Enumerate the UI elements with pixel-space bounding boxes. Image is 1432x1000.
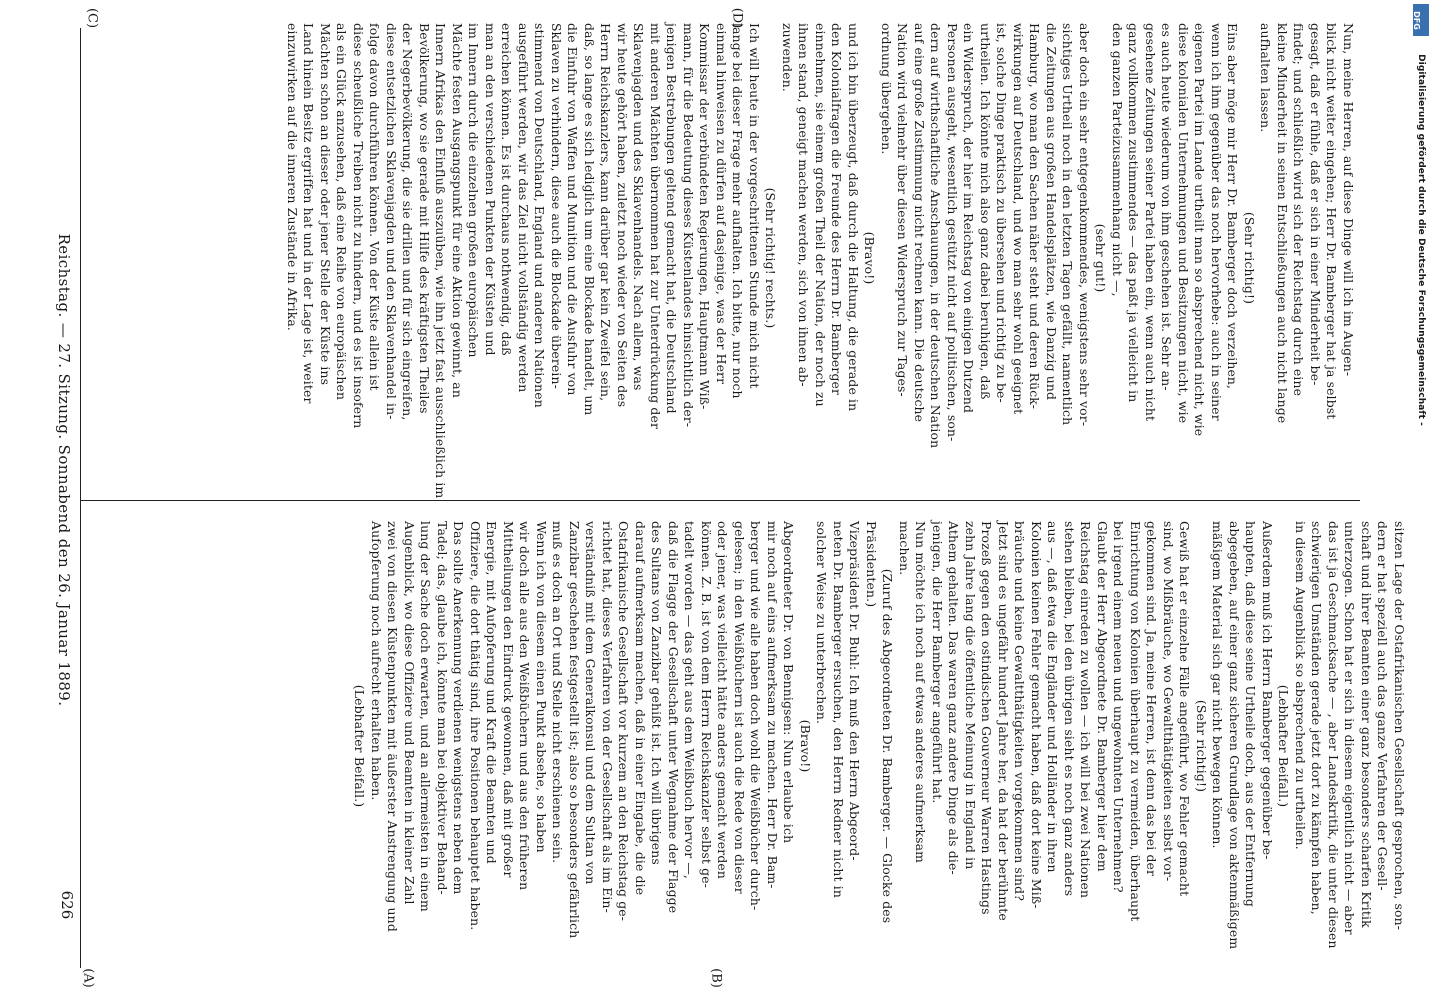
right-column-line: Hamburg, wo man den Sachen näher steht und deren Rück- — [1027, 23, 1043, 410]
right-column-line: gesehene Zeitungen seiner Partei haben ein, wenn auch nicht — [1143, 23, 1158, 422]
right-column-line: mann, für die Bedeutung dieses Küstenlandes hinsichtlich der- — [681, 23, 696, 428]
margin-marker-d: (D) — [729, 7, 745, 29]
right-column-line: wenn ich ihm gegenüber das noch hervorhebe: auch in seiner — [1209, 23, 1224, 421]
left-column-line: in diesem Augenblick so absprechend zu urtheilen. — [1293, 521, 1308, 850]
right-column-line: Sklavenjagden und des Sklavenhandels. Nach allem, was — [631, 23, 647, 391]
right-column-line: blick nicht weiter eingehen; Herr Dr. Bamberger hat ja selbst — [1324, 23, 1340, 420]
right-column-line: ein Widerspruch, der hier im Reichstag von einigen Dutzend — [961, 23, 977, 414]
left-column-line: können. Z. B. ist von dem Herrn Reichskanzler selbst ge- — [699, 521, 714, 889]
right-column-line: ist, solche Dinge praktisch zu übersehen und richtig zu be- — [994, 23, 1010, 403]
column-right — [76, 23, 1356, 499]
left-column-line: des Sultans von Zanzibar gehißt ist. Ich will übrigens — [649, 521, 665, 865]
right-column-line: Nun, meine Herren, auf diese Dinge will ich im Augen- — [1341, 23, 1356, 377]
left-column-line: bräuche und keine Gewaltthätigkeiten vorgekommen sind? — [1012, 521, 1028, 902]
left-column-line: Ostafrikanische Gesellschaft vor kurzem an den Reichstag ge- — [616, 521, 632, 922]
right-column-line: im Innern durch die einzelnen großen europäischen — [466, 23, 482, 358]
left-column-line: (Zuruf des Abgeordneten Dr. Bamberger. — Glocke des — [880, 568, 896, 924]
right-column-line: eigenen Partei im Lande urtheilt man so absprechend nicht, wie — [1192, 23, 1208, 437]
right-column-line: die Einfuhr von Waffen und Munition und die Ausfuhr von — [565, 23, 581, 396]
right-column-line: einzuwirken auf die inneren Zustände in Afrika. — [285, 23, 300, 331]
right-column-line: und ich bin überzeugt, daß durch die Haltung, die gerade in — [846, 23, 861, 412]
left-column-line: dern er hat speziell auch das ganze Verfahren der Gesell- — [1375, 521, 1391, 891]
right-column-line: mit anderen Mächten übernommen hat zur Unterdrückung der — [648, 23, 663, 430]
dfg-logo-text: DFG — [1411, 11, 1421, 30]
right-column-line: Eins aber möge mir Herr Dr. Bamberger doch verzeihen, — [1225, 23, 1241, 390]
right-column-line: urtheilen. Ich könnte mich also ganz dabei beruhigen, daß — [978, 23, 993, 400]
left-column-line: schwierigen Umständen gerade jetzt dort zu kämpfen haben, — [1309, 521, 1325, 915]
right-column-line: ganz vollkommen zustimmendes — das paßt ja vielleicht in — [1126, 23, 1142, 403]
right-column-line: auf eine große Zustimmung nicht rechnen kann. Die deutsche — [912, 23, 927, 423]
right-column-line: diese scheußliche Treiben nicht zu hindern, und es ist insofern — [351, 23, 366, 429]
right-column-line: (Bravo!) — [862, 231, 878, 285]
right-column-line: Land hinein Besitz ergriffen hat und in der Lage ist, weiter — [301, 23, 317, 404]
right-column-line: den Kolonialfragen die Freunde des Herrn Dr. Bamberger — [829, 23, 845, 396]
left-column-line: Tadel; das, glaube ich, könnte man bei objektiver Behand- — [435, 521, 450, 895]
right-column-line: Kommissar der verbündeten Regierungen, Hauptmann Wiß- — [697, 23, 713, 410]
right-column-line: lange bei dieser Frage mehr aufhalten. Ich bitte, nur noch — [730, 23, 746, 399]
left-column-line: neten Dr. Bamberger ersuchen, den Herrn Redner nicht in — [831, 521, 846, 899]
left-column-line: stehen bleiben, bei den übrigen sieht es noch ganz anders — [1062, 521, 1077, 897]
right-column-line: einmal hinweisen zu dürfen auf dasjenige, was der Herr — [714, 23, 729, 385]
right-column-line: erreichen können. Es ist durchaus nothwendig, daß — [499, 23, 515, 356]
left-column-line: aus —, daß etwa die Engländer und Holländer in ihren — [1045, 521, 1061, 873]
left-column-line: sitzen Lage der Ostafrikanischen Gesellschaft gesprochen, son- — [1392, 521, 1407, 931]
right-column-line: wirkungen auf Deutschland, und wo man sehr wohl geeignet — [1011, 23, 1026, 415]
left-column-line: muß es doch an Ort und Stelle nicht erschienen sein. — [550, 521, 566, 864]
left-column-line: mäßigem Material sich gar nicht bewegen können. — [1210, 521, 1226, 849]
right-column-line: den ganzen Parteizusammenhang nicht —, — [1110, 23, 1125, 297]
right-column-line: Herrn Reichskanzlers, kann darüber gar kein Zweifel sein, — [598, 23, 614, 402]
left-column-line: verständniß mit dem Generalkonsul und dem Sultan von — [583, 521, 599, 885]
margin-marker-b: (B) — [708, 968, 724, 988]
left-column-line: Augenblick, wo diese Offiziere und Beamten in kleiner Zahl — [402, 521, 417, 905]
right-column-line: (Sehr richtig! rechts.) — [763, 187, 779, 329]
right-column-line: Mächten schon an dieser oder jener Stelle der Küste ins — [318, 23, 333, 386]
left-column-line: jenigen, die Herr Bamberger angeführt hat. — [930, 521, 945, 804]
left-column-line: Kolonien keinen Fehler gemacht haben, daß dort keine Miß- — [1029, 521, 1044, 909]
left-column-line: (Bravo!) — [798, 719, 813, 773]
right-column-line: als ein Glück anzusehen, daß eine Reihe von europäischen — [334, 23, 350, 401]
left-column-line: oder jener, was vielleicht hätte anders gemacht werden — [715, 521, 731, 880]
margin-marker-a: (A) — [80, 968, 96, 988]
right-column-line: sichtiges Urtheil noch in den letzten Tagen gefällt, namentlich — [1060, 23, 1076, 426]
left-column-line: Einrichtung von Kolonien überhaupt zu vermeiden, überhaupt — [1128, 521, 1143, 922]
left-column-line: zwei von diesen Küstenpunkten mit äußerster Anstrengung und — [385, 521, 401, 932]
left-column-line: gekommen sind. Ja, meine Herren, ist denn das bei der — [1144, 521, 1160, 877]
right-column-line: daß, so lange es sich lediglich um eine Blockade handelt, um — [582, 23, 597, 416]
digitization-credit: Digitalisierung gefördert durch die Deutsche Forschungsgemeinschaft - — [1416, 54, 1426, 426]
right-column-line: ausgeführt werden, wir das Ziel nicht vollständig werden — [516, 23, 531, 393]
left-column-line: solcher Weise zu unterbrechen. — [814, 521, 830, 725]
right-column-line: Mächte festen Ausgangspunkt für eine Aktion gewinnt, an — [450, 23, 465, 398]
left-column-line: Athem gehalten. Das waren ganz andere Dinge als die- — [946, 521, 962, 875]
right-column-line: folge davon durchführen können. Von der Küste allein ist — [367, 23, 383, 391]
left-column-line: Mittheilungen den Eindruck gewonnen, daß mit großer — [501, 521, 516, 878]
left-column-line: mir noch auf eins aufmerksam zu machen. Herr Dr. Bam- — [765, 521, 780, 889]
left-column-line: wir doch alle aus den Weißbüchern und aus den früheren — [517, 521, 533, 891]
left-column-line: darauf aufmerksam machen, daß in einer Eingabe, die die — [633, 521, 648, 896]
left-column-line: Prozeß gegen den ostindischen Gouverneur Warren Hastings — [979, 521, 995, 915]
right-column-line: gesagt, daß er fühle, daß er sich in einer Minderheit be- — [1308, 23, 1323, 386]
right-column-line: Ich will heute in der vorgeschrittenen Stunde mich nicht — [747, 23, 762, 389]
left-column-line: (Lebhafter Beifall.) — [352, 684, 368, 808]
right-column-line: es auch heute wiederum von ihm geschehen ist. Sehr an- — [1159, 23, 1175, 391]
page-number: 626 — [58, 890, 76, 920]
left-column-line: gelesen; in den Weißbüchern ist auch die Rede von dieser — [732, 521, 747, 894]
left-column-line: schaft und ihrer Beamten einer ganz besonders scharfen Kritik — [1359, 521, 1374, 928]
left-column-line: unterzogen. Schon hat er sich in diesem eigentlich nicht — aber — [1342, 521, 1358, 935]
left-column-line: zehn Jahre lang die öffentliche Meinung in England in — [963, 521, 978, 870]
right-column-line: aufhalten lassen. — [1258, 23, 1274, 133]
left-column-line: berger und wie alle haben doch wohl die Weißbücher durch- — [748, 521, 764, 911]
right-column-line: ihnen stand, geneigt machen werden, sich von ihnen ab- — [796, 23, 812, 387]
right-column-line: Bevölkerung, wo sie gerade mit Hilfe des kräftigsten Theiles — [417, 23, 432, 414]
left-column-line: Präsidenten.) — [864, 521, 879, 608]
right-column-line: Nation wird vielmehr über diesen Widerspruch zur Tages- — [895, 23, 911, 397]
right-column-line: ordnung übergehen. — [879, 23, 894, 155]
right-column-line: findet; und schließlich wird sich der Reichstag durch eine — [1291, 23, 1307, 397]
right-column-line: aber doch ein sehr entgegenkommendes, wenigstens sehr vor- — [1077, 23, 1092, 427]
left-column-line: abgegeben, auf einer ganz sicheren Grundlage von aktenmäßigem — [1227, 521, 1242, 950]
right-column-line: kleine Minderheit in seinen Entschließungen auch nicht lange — [1275, 23, 1290, 424]
left-column-line: daß die Flagge der Gesellschaft unter Wegnahme der Flagge — [666, 521, 681, 914]
right-column-line: (Sehr richtig!) — [1242, 211, 1257, 305]
left-column-line: Abgeordneter Dr. von Bennigsen: Nun erlaube ich — [781, 521, 797, 844]
running-header: Reichstag. — 27. Sitzung. Sonnabend den 26. Januar 1889. — [55, 233, 73, 707]
right-column-line: diese kolonialen Unternehmungen und Besitzungen nicht, wie — [1176, 23, 1191, 424]
left-column-line: Wenn ich von diesem einen Punkt absehe, so haben — [534, 521, 549, 853]
right-column-line: dern auf wirthschaftliche Anschauungen, in der deutschen Nation — [928, 23, 944, 449]
left-column-line: Nun möchte ich noch auf etwas anderes aufmerksam — [913, 521, 929, 864]
right-column-line: die Zeitungen aus großen Handelsplätzen, wie Danzig und — [1044, 23, 1059, 401]
left-column-line: Gewiß hat er einzelne Fälle angeführt, wo Fehler gemacht — [1177, 521, 1193, 897]
left-column-line: Zanzibar geschehen festgestellt ist; also so besonders gefährlich — [567, 521, 582, 939]
left-column-line: richtet hat, dieses Verfahren von der Gesellschaft als im Ein- — [600, 521, 615, 913]
left-column-line: machen. — [897, 521, 912, 576]
left-column-line: das ist ja Geschmacksache — , aber Landeskritik, die unter diesen — [1326, 521, 1341, 949]
left-column-line: Glaubt der Herr Abgeordnete Dr. Bamberger hier dem — [1095, 521, 1110, 872]
right-column-line: (sehr gut!) — [1093, 223, 1109, 293]
right-column-line: wir heute gehört haben, zuletzt noch wieder von Seiten des — [615, 23, 630, 408]
left-column-line: Aufopferung noch aufrecht erhalten haben. — [369, 521, 384, 801]
right-column-line: Innern Afrikas den Einfluß auszuüben, wie ihn jetzt fast ausschließlich im — [433, 23, 449, 499]
left-column-line: sind, wo Mißbräuche, wo Gewaltthätigkeiten selbst vor- — [1161, 521, 1176, 882]
left-column-line: haupten, daß diese seine Urtheile doch, aus der Entfernung — [1243, 521, 1259, 907]
left-column-line: Offiziere, die dort thätig sind, ihre Positionen behauptet haben. — [468, 521, 483, 931]
left-column-line: tadelt worden — das geht aus dem Weißbuch hervor —, — [682, 521, 698, 880]
left-column-line: Außerdem muß ich Herrn Bamberger gegenüber be- — [1260, 521, 1275, 860]
left-column-line: Das sollte Anerkennung verdienen wenigstens neben dem — [451, 521, 467, 895]
left-column-line: Reichstag einreden zu wollen — ich will bei zwei Nationen — [1078, 521, 1094, 899]
dfg-logo — [1413, 4, 1429, 36]
left-column-line: lung der Sache doch erwarten, und an allermeisten in einem — [418, 521, 434, 912]
right-column-line: diese entsetzlichen Sklavenjagden und den Sklavenhandel in- — [384, 23, 399, 420]
margin-marker-c: (C) — [84, 7, 100, 29]
right-column-line: stimmend von Deutschland, England und anderen Nationen — [532, 23, 548, 408]
right-column-line: man an den verschiedenen Punkten der Küsten und — [483, 23, 498, 356]
left-column-line: Vizepräsident Dr. Buhl: Ich muß den Herrn Abgeord- — [847, 521, 863, 861]
right-column-line: Sklaven zu verhindern, diese auch die Blockade überein- — [549, 23, 564, 389]
left-column-line: (Lebhafter Beifall.) — [1276, 684, 1292, 808]
right-column-line: jenigen Bestrebungen geltend gemacht hat, die Deutschland — [664, 23, 680, 414]
left-column-line: bei irgend einem neuen und ungewohnten Unternehmen? — [1111, 521, 1127, 893]
right-column-line: der Negerbevölkerung, die sie drillen und für sich eingreifen, — [400, 23, 416, 421]
column-divider-rule — [80, 500, 1360, 501]
left-column-line: (Sehr richtig!) — [1194, 699, 1209, 793]
right-column-line: einnehmen, sie einem großen Theil der Nation, der noch zu — [813, 23, 828, 407]
right-column-line: Personen ausgeht, wesentlich gestützt nicht auf politischen, son- — [945, 23, 960, 442]
right-column-line: zuwenden. — [780, 23, 795, 92]
left-column-line: Energie, mit Aufopferung und Kraft die Beamten und — [484, 521, 500, 864]
left-column-line: Jetzt sind es ungefähr hundert Jahre her, da hat der berühmte — [996, 521, 1011, 921]
column-left — [97, 521, 1407, 971]
